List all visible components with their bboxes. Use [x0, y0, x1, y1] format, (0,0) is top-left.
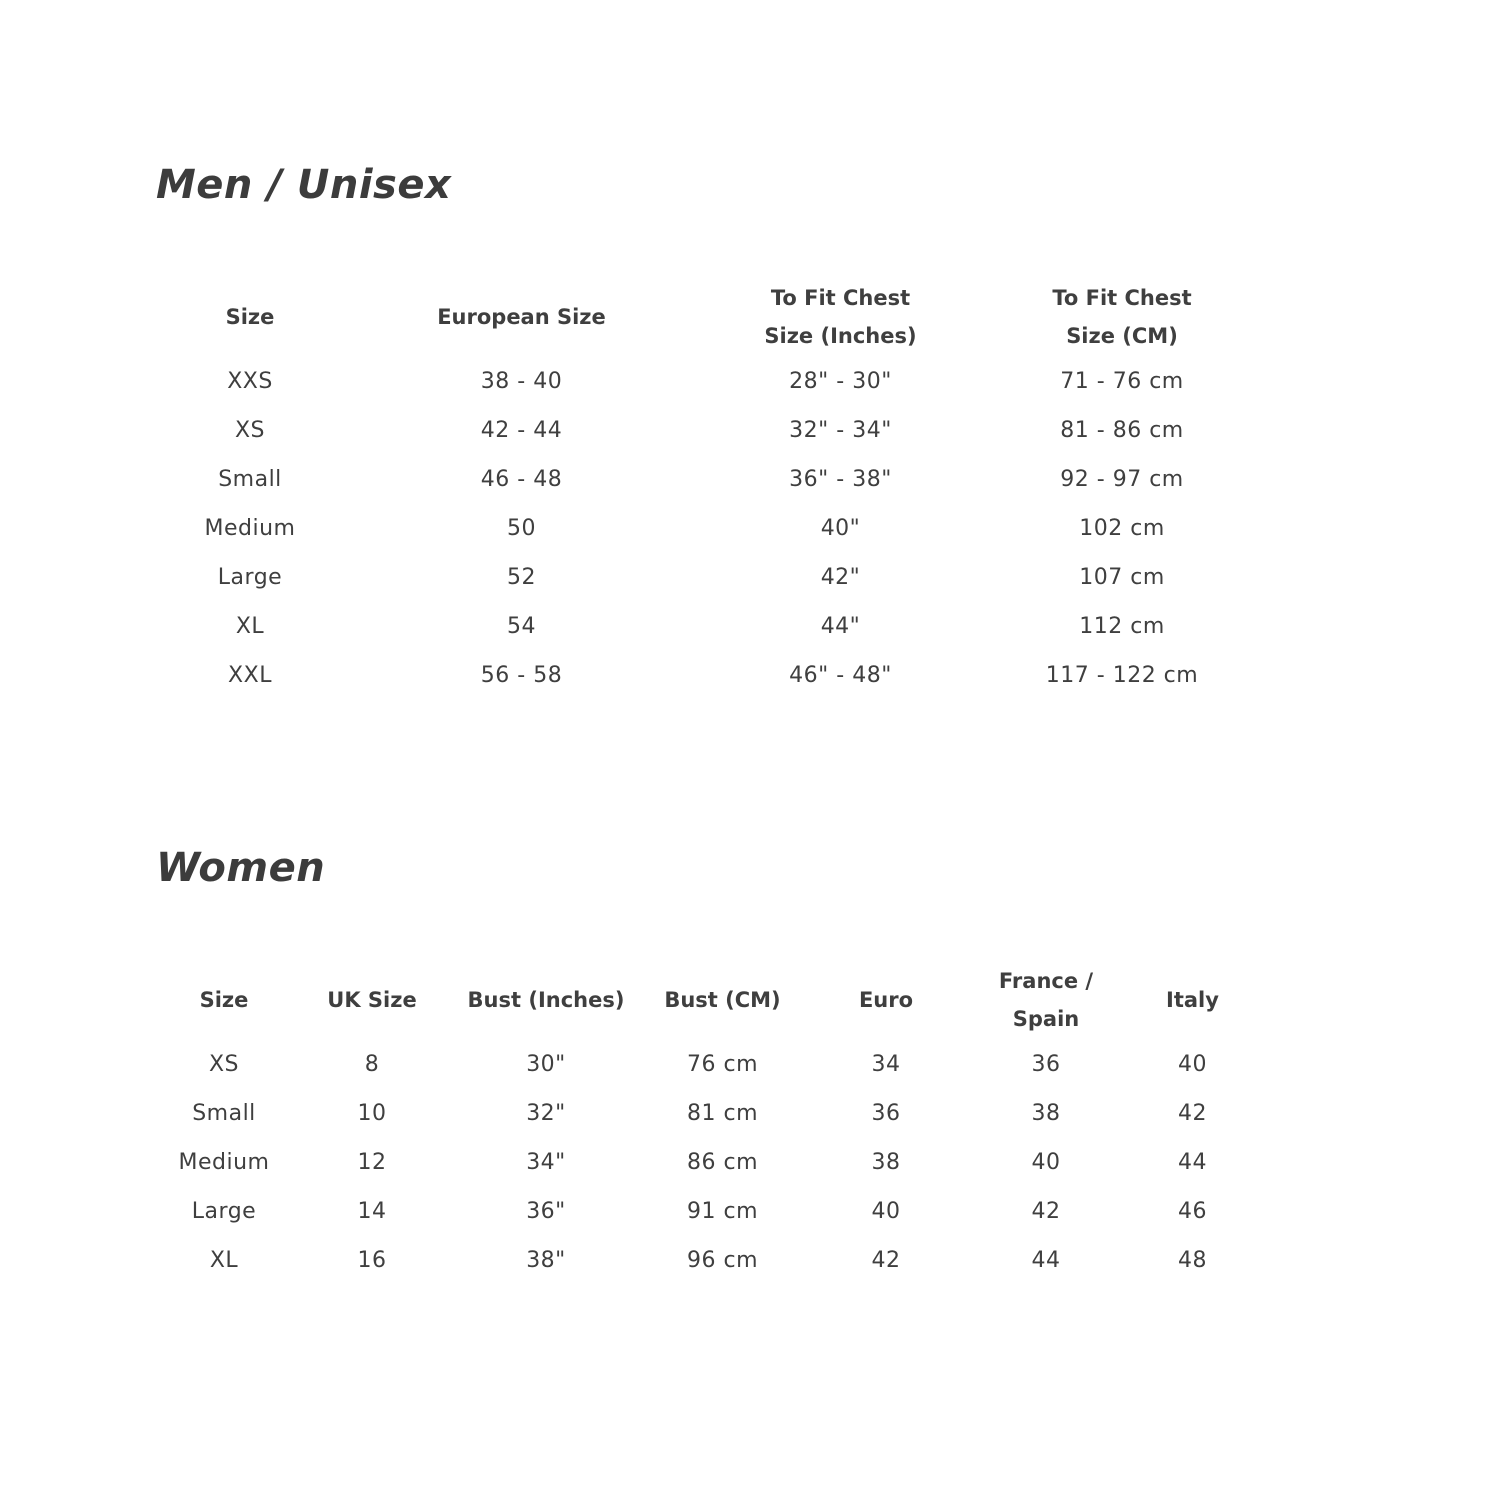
table-cell: Small: [192, 1101, 256, 1126]
table-cell: 112 cm: [1079, 614, 1165, 639]
table-cell: 40: [871, 1199, 901, 1224]
table-cell: 81 - 86 cm: [1060, 418, 1184, 443]
table-cell: 42: [1031, 1199, 1061, 1224]
table-row: [156, 651, 1262, 700]
men-table-header: [156, 277, 1262, 357]
table-cell: 10: [357, 1101, 387, 1126]
table-cell: Large: [217, 565, 283, 590]
table-cell: 81 cm: [686, 1101, 758, 1126]
table-cell: XXS: [227, 369, 273, 394]
table-cell: 38: [871, 1150, 901, 1175]
women-size-table: [156, 960, 1260, 1285]
table-cell: 38": [526, 1248, 566, 1273]
table-cell: 36": [526, 1199, 566, 1224]
women-table-body: [156, 1040, 1260, 1285]
table-cell: 96 cm: [686, 1248, 758, 1273]
table-cell: 102 cm: [1079, 516, 1165, 541]
table-cell: 38: [1031, 1101, 1061, 1126]
table-row: [156, 504, 1262, 553]
table-row: [156, 455, 1262, 504]
table-cell: 38 - 40: [480, 369, 563, 394]
table-cell: 40: [1178, 1052, 1207, 1077]
table-cell: 36: [871, 1101, 901, 1126]
women-header-size: Size: [199, 988, 249, 1012]
table-cell: 86 cm: [686, 1150, 758, 1175]
table-cell: 44: [1031, 1248, 1061, 1273]
table-cell: 42: [1178, 1101, 1207, 1126]
table-cell: 44": [820, 614, 861, 639]
table-cell: 8: [364, 1052, 380, 1077]
table-cell: XXL: [228, 663, 272, 688]
table-cell: 48: [1178, 1248, 1207, 1273]
men-header-size: Size: [225, 305, 275, 329]
table-cell: 56 - 58: [480, 663, 563, 688]
table-cell: 36: [1031, 1052, 1061, 1077]
table-cell: 52: [507, 565, 536, 590]
table-row: [156, 1138, 1260, 1187]
table-cell: 42 - 44: [480, 418, 563, 443]
table-cell: 34: [871, 1052, 901, 1077]
women-header-bust-inches: Bust (Inches): [467, 988, 625, 1012]
table-cell: 30": [526, 1052, 566, 1077]
table-cell: Small: [218, 467, 282, 492]
table-cell: 40": [820, 516, 861, 541]
men-size-table: [156, 277, 1262, 700]
table-row: [156, 1187, 1260, 1236]
table-cell: 28" - 30": [789, 369, 892, 394]
table-cell: 16: [357, 1248, 387, 1273]
women-heading: Women: [156, 845, 326, 891]
table-cell: XS: [208, 1052, 240, 1077]
table-cell: 42: [871, 1248, 901, 1273]
men-unisex-heading: Men / Unisex: [156, 162, 452, 208]
table-cell: 46 - 48: [480, 467, 563, 492]
men-header-european-size: European Size: [437, 305, 606, 329]
women-table-header: [156, 960, 1260, 1040]
table-cell: 42": [820, 565, 861, 590]
table-cell: 32": [526, 1101, 566, 1126]
table-row: [156, 602, 1262, 651]
table-cell: 46: [1178, 1199, 1207, 1224]
table-cell: 117 - 122 cm: [1045, 663, 1199, 688]
table-cell: Medium: [204, 516, 296, 541]
table-cell: 76 cm: [686, 1052, 758, 1077]
table-row: [156, 1040, 1260, 1089]
table-cell: 34": [526, 1150, 566, 1175]
table-cell: Medium: [178, 1150, 270, 1175]
table-cell: 92 - 97 cm: [1060, 467, 1184, 492]
table-row: [156, 553, 1262, 602]
women-header-uk-size: UK Size: [327, 988, 417, 1012]
table-cell: XS: [234, 418, 266, 443]
table-cell: XL: [235, 614, 265, 639]
table-cell: 54: [507, 614, 536, 639]
table-row: [156, 1089, 1260, 1138]
table-cell: 36" - 38": [789, 467, 892, 492]
table-cell: 91 cm: [686, 1199, 758, 1224]
table-cell: 50: [507, 516, 536, 541]
table-cell: 71 - 76 cm: [1060, 369, 1184, 394]
table-cell: 46" - 48": [789, 663, 892, 688]
women-header-italy: Italy: [1166, 988, 1219, 1012]
men-header-chest-inches: To Fit Chest Size (Inches): [764, 286, 917, 348]
table-cell: 12: [357, 1150, 387, 1175]
women-header-bust-cm: Bust (CM): [664, 988, 781, 1012]
women-header-euro: Euro: [858, 988, 914, 1012]
table-cell: 40: [1031, 1150, 1061, 1175]
table-row: [156, 406, 1262, 455]
table-row: [156, 357, 1262, 406]
table-cell: Large: [191, 1199, 257, 1224]
men-table-body: [156, 357, 1262, 700]
table-cell: 14: [357, 1199, 387, 1224]
table-cell: XL: [209, 1248, 239, 1273]
table-cell: 32" - 34": [789, 418, 892, 443]
table-row: [156, 1236, 1260, 1285]
table-cell: 44: [1178, 1150, 1207, 1175]
table-cell: 107 cm: [1079, 565, 1165, 590]
women-header-france-spain: France / Spain: [998, 969, 1094, 1031]
men-header-chest-cm: To Fit Chest Size (CM): [1052, 286, 1192, 348]
